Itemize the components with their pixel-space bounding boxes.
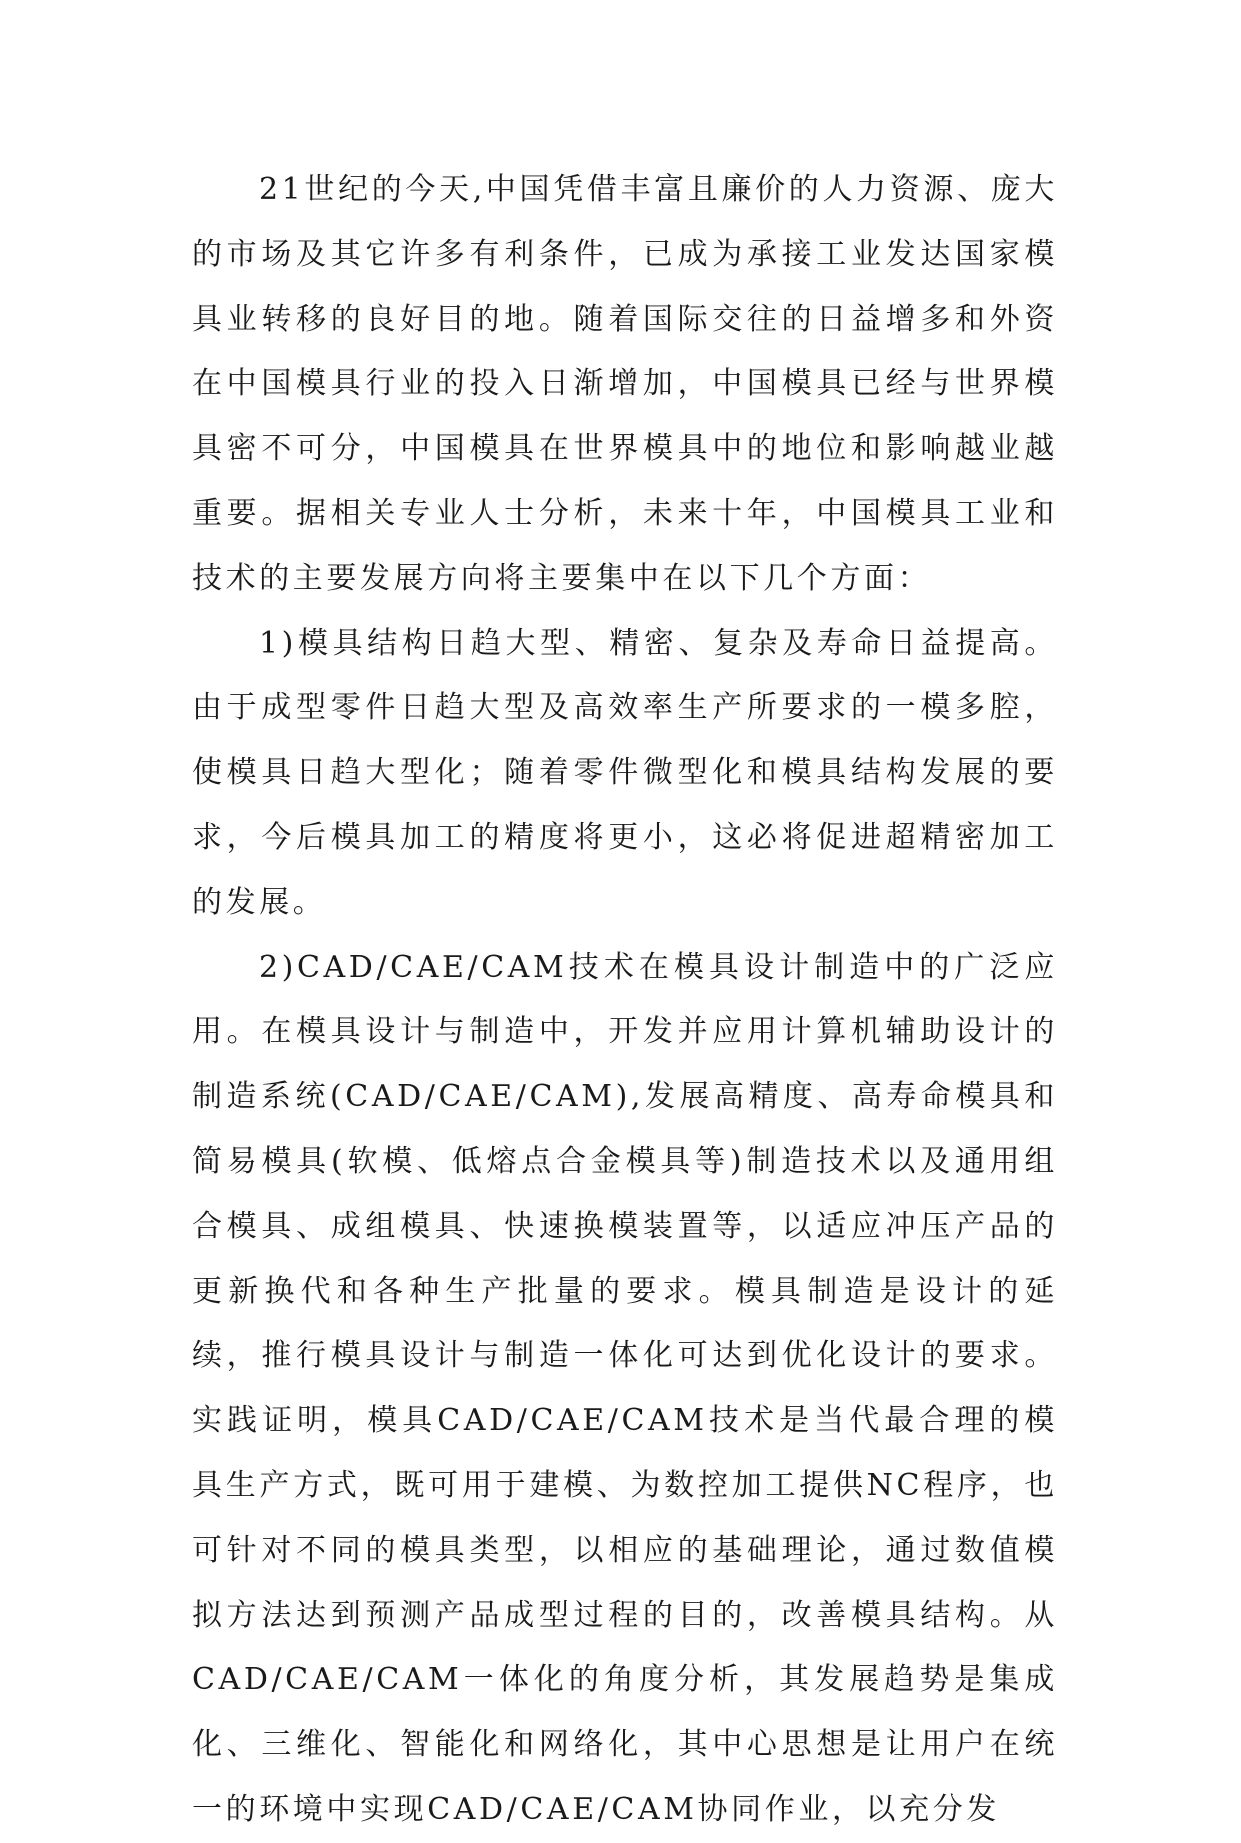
paragraph-intro: 21世纪的今天,中国凭借丰富且廉价的人力资源、庞大的市场及其它许多有利条件，已成为承接工业发达国家模具业转移的良好目的地。随着国际交往的日益增多和外资在中国模具行业的投入日渐增加，中国模具已经与世界模具密不可分，中国模具在世界模具中的地位和影响越业越重要。据相关专业人士分析，未来十年，中国模具工业和技术的主要发展方向将主要集中在以下几个方面： bbox=[192, 172, 1058, 596]
paragraph-point-2: 2)CAD/CAE/CAM技术在模具设计制造中的广泛应用。在模具设计与制造中，开发并应用计算机辅助设计的制造系统(CAD/CAE/CAM),发展高精度、高寿命模具和简易模具(软模、低熔点合金模具等)制造技术以及通用组合模具、成组模具、快速换模装置等，以适应冲压产品的更新换代和各种生产批量的要求。模具制造是设计的延续，推行模具设计与制造一体化可达到优化设计的要求。实践证明，模具CAD/CAE/CAM技术是当代最合理的模具生产方式，既可用于建模、为数控加工提供NC程序，也可针对不同的模具类型，以相应的基础理论，通过数值模拟方法达到预测产品成型过程的目的，改善模具结构。从CAD/CAE/CAM一体化的角度分析，其发展趋势是集成化、三维化、智能化和网络化，其中心思想是让用户在统一的环境中实现CAD/CAE/CAM协同作业，以充分发 bbox=[192, 949, 1058, 1827]
paragraph-point-1: 1)模具结构日趋大型、精密、复杂及寿命日益提高。由于成型零件日趋大型及高效率生产所要求的一模多腔，使模具日趋大型化；随着零件微型化和模具结构发展的要求，今后模具加工的精度将更小，这必将促进超精密加工的发展。 bbox=[192, 625, 1058, 920]
document-page bbox=[192, 158, 1058, 1843]
